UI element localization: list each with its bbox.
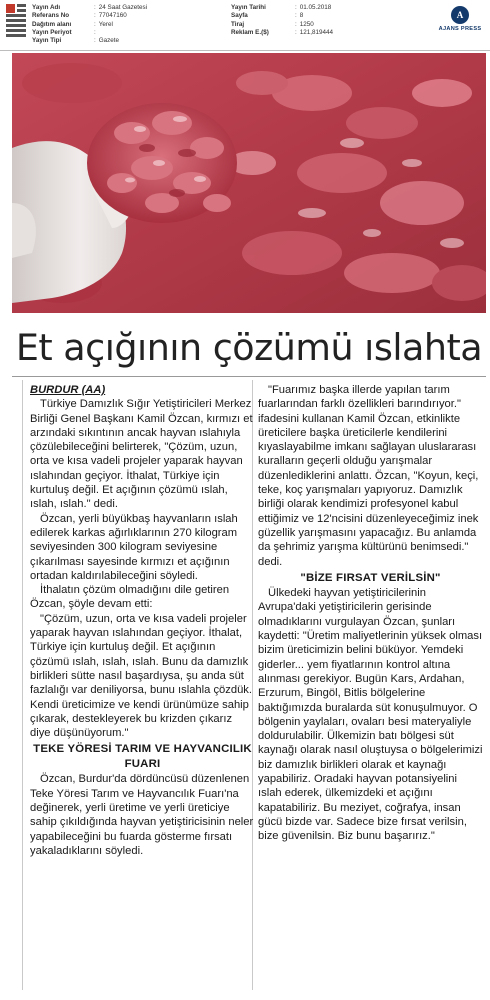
meta-row: Yayın Tipi : Gazete [32,37,120,45]
meta-label: Dağıtım alanı [32,20,72,28]
meta-row: Referans No : 77047160 [32,12,127,20]
meta-row: Sayfa : 8 [231,12,304,20]
article-column-right [258,383,483,844]
meat-photo-illustration [12,53,486,313]
meta-row: Tiraj : 1250 [231,20,314,28]
meta-label: Referans No [32,12,70,20]
headline-divider [12,376,486,377]
ajans-press-name: AJANS PRESS [438,26,482,32]
paragraph: İthalatın çözüm olmadığını dile getiren Özcan, şöyle devam etti: [30,584,230,611]
paragraph: Özcan, yerli büyükbaş hayvanların ıslah edilerek karkas ağırlıklarının 270 kilogram seviyesinden 300 kilogram seviyesine çıkarılması sayesinde kırmızı et açığının ortadan kaldırılabileceğini söyledi. [30,512,238,582]
meta-left [32,4,147,45]
reference-number: 77047160 [98,12,127,20]
paragraph: "Fuarımız başka illerde yapılan tarım fuarlarından farklı özellikleri barındırıyor." ifadesini kullanan Kamil Özcan, etkinlikte üreticilere başka üreticilerle kendilerini kıyaslayabilme imkanı sağlayan uluslararası kuralların geçerli olduğu yarışmalar düzenlediklerini anlattı. Özcan, "Koyun, keçi, teke, koç yarışmaları yapıyoruz. Damızlık birliği olarak kendimizi profesyonel kabul ettiğimiz ve 12'ncisini düzenleyeceğimiz inek güzellik yarışmasını yapacağız. Bu anlamda da şehrimiz yarışma kültürünü benimsedi." dedi. [258,384,479,568]
meta-label: Yayın Adı [32,4,61,11]
paragraph: Türkiye Damızlık Sığır Yetiştiricileri Merkez Birliği Genel Başkanı Kamil Özcan, kırmızı et arzındaki sıkıntının ancak hayvan ıslahıyla çözülebileceğini belirterek, "Çözüm, uzun, orta ve kısa vadeli projeler yaparak hayvan ıslahından geçiyor. İthalat, Türkiye için kurtuluş değil. Et açığının çözümü ıslah, ıslah, ıslah." dedi. [30,398,253,511]
meta-row: Yayın Adı : 24 Saat Gazetesi [32,4,148,11]
circulation: 1250 [299,20,314,28]
meta-label: Sayfa [231,12,248,20]
clipping-header [0,0,490,51]
logo-red-square [6,4,15,13]
meta-label: Tiraj [231,20,245,28]
ajans-press-logo [432,6,488,32]
publication-name: 24 Saat Gazetesi [98,4,148,11]
publication-type: Gazete [98,37,120,45]
ad-equivalent: 121,819444 [299,28,334,36]
paragraph: Ülkedeki hayvan yetiştiricilerinin Avrupa'daki yetiştiricilerin gerisinde olmadıklarını vurgulayan Özcan, şunları kaydetti: "Üretim maliyetlerinin yüksek olması bizim üreticimizin belini büküyor. Yemdeki giderler... yem fiyatlarının kontrol altına alınması gerekiyor. Bugün Kars, Ardahan, Erzurum, Bingöl, Bitlis bölgelerine baktığımızda buralarda süt konuşulmuyor. O bölgenin yaylaları, ovaları besi materyaliyle doldurulabilir. Ülkemizin batı bölgesi süt kaynağı olarak nasıl oluştuysa o bölgelerimizi biz damızlık birlikleri olarak et kaynağı yapabiliriz. Oradaki hayvan potansiyelini ıslah ederek, ülkemizdeki et açığını kapatabiliriz. Bu meziyet, coğrafya, insan gücü bizde var. Sadece bize fırsat verilsin, bize güvenilsin. Biz bunu başarırız." [258,587,483,843]
meta-label: Reklam E.($) [231,28,269,36]
subheading-fair: TEKE YÖRESİ TARIM VE HAYVANCILIK FUARI [33,743,252,770]
article-column-left [30,383,255,858]
paragraph: "Çözüm, uzun, orta ve kısa vadeli projeler yaparak hayvan ıslahından geçiyor. İthalat, Türkiye için kurtuluş değil. Et açığının çözümü ıslah, ıslah, ıslah. Bunu da damızlık birlikleri sütte nasıl başardıysa, şu anda süt fazlalığı var deniliyorsa, bunu ıslahla çözdük. Kendi üreticimize ve kendi ürünümüze sahip çıkarak, destekleyerek bu krizden çıkarız diye düşünüyorum." [30,612,253,740]
subheading-opportunity: "BİZE FIRSAT VERİLSİN" [300,571,441,584]
meta-label: Yayın Tipi [32,37,62,45]
meat-photo [12,53,486,313]
meta-label: Yayın Periyot [32,28,72,36]
meta-row: Reklam E.($) : 121,819444 [231,28,334,36]
column-rule-left [22,380,23,990]
publication-date: 01.05.2018 [299,4,332,11]
distribution-area: Yerel [98,20,113,28]
meta-row: Dağıtım alanı : Yerel [32,20,113,28]
agency-logo-left [6,4,26,46]
paragraph: Özcan, Burdur'da dördüncüsü düzenlenen Teke Yöresi Tarım ve Hayvancılık Fuarı'na değinerek, yerli üretime ve yerli üreticiye sahip çıkıldığında hayvan yetiştiricisinin neler yapabileceğini bu fuarda gösterme fırsatı yakaladıklarını söyledi. [30,773,254,857]
meta-right [231,4,333,37]
byline: BURDUR (AA) [30,384,106,396]
meta-label: Yayın Tarihi [231,4,266,11]
meta-row: Yayın Tarihi : 01.05.2018 [231,4,332,11]
meta-row: Yayın Periyot : [32,28,96,36]
ajans-press-icon: A [451,6,469,24]
page-number: 8 [299,12,304,20]
article-headline: Et açığının çözümü ıslahta [15,326,483,369]
